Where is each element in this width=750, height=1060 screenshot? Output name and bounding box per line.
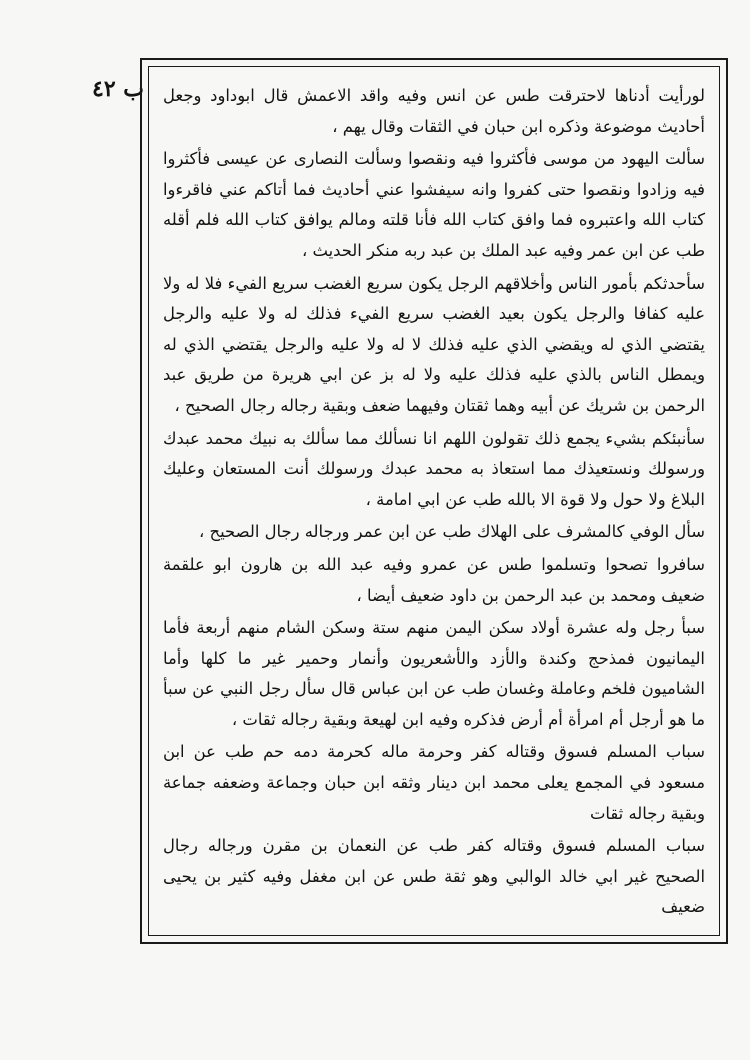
hadith-entry-2: سألت اليهود من موسى فأكثروا فيه ونقصوا وسألت النصارى عن عيسى فأكثروا فيه وزادوا ونقصوا حتى كفروا وانه سيفشوا عني أحاديث فما أتاكم عني فاقرءوا كتاب الله واعتبروه فما وافق كتاب الله فأنا قلته ومالم يوافق كتاب الله فلم أقله طب عن ابن عمر وفيه عبد الملك بن عبد ربه منكر الحديث ، [163, 149, 705, 260]
hadith-entry-5: سأل الوفي كالمشرف على الهلاك طب عن ابن عمر ورجاله رجال الصحيح ، [199, 522, 705, 542]
hadith-entry-6: سافروا تصحوا وتسلموا طس عن عمرو وفيه عبد الله بن هارون ابو علقمة ضعيف ومحمد بن عبد الرحمن بن داود ضعيف أيضا ، [163, 554, 705, 605]
hadith-entry-3: سأحدثكم بأمور الناس وأخلاقهم الرجل يكون سريع الغضب سريع الفيء فلا له ولا عليه كفافا والرجل يكون بعيد الغضب سريع الفيء فذلك له ولا عليه والرجل يقتضي الذي له ويقضي الذي عليه فذلك لا له ولا عليه والرجل يقتضي الذي له ويمطل الناس بالذي عليه فذلك عليه ولا له بز عن ابي هريرة من طريق عبد الرحمن بن شريك عن أبيه وهما ثقتان وفيهما ضعف وبقية رجاله رجال الصحيح ، [163, 273, 705, 415]
hadith-entry-1: لورأيت أدناها لاحترقت طس عن انس وفيه واقد الاعمش قال ابوداود وجعل أحاديث موضوعة وذكره ابن حبان في الثقات وقال يهم ، [163, 86, 705, 136]
hadith-entry-4: سأنبئكم بشيء يجمع ذلك تقولون اللهم انا نسألك مما سألك به نبيك محمد عبدك ورسولك ونستعيذك مما استعاذ به محمد عبدك ورسولك أنت المستعان وعليك البلاغ ولا حول ولا قوة الا بالله طب عن ابي امامة ، [163, 428, 705, 509]
text-frame [148, 66, 720, 936]
manuscript-text [163, 81, 705, 923]
hadith-entry-9: سباب المسلم فسوق وقتاله كفر طب عن النعمان بن مقرن ورجاله رجال الصحيح غير ابي خالد الوالبي وهو ثقة طس عن ابن مغفل وفيه كثير بن يحيى ضعيف [163, 836, 705, 917]
hadith-entry-7: سبأ رجل وله عشرة أولاد سكن اليمن منهم ستة وسكن الشام منهم أربعة فأما اليمانيون فمذحج وكندة والأزد والأشعريون وأنمار وحمير غير ما كلها وأما الشاميون فلخم وعاملة وغسان طب عن ابن عباس قال سأل رجل النبي عن سبأ ما هو أرجل أم امرأة أم أرض فذكره وفيه ابن لهيعة وبقية رجاله ثقات ، [163, 618, 705, 729]
hadith-entry-8: سباب المسلم فسوق وقتاله كفر وحرمة ماله كحرمة دمه حم طب عن ابن مسعود في المجمع يعلى محمد ابن دينار وثقه ابن حبان وجماعة وضعفه جماعة وبقية رجاله ثقات [163, 742, 705, 823]
page-number: ب ٤٢ [92, 76, 145, 102]
